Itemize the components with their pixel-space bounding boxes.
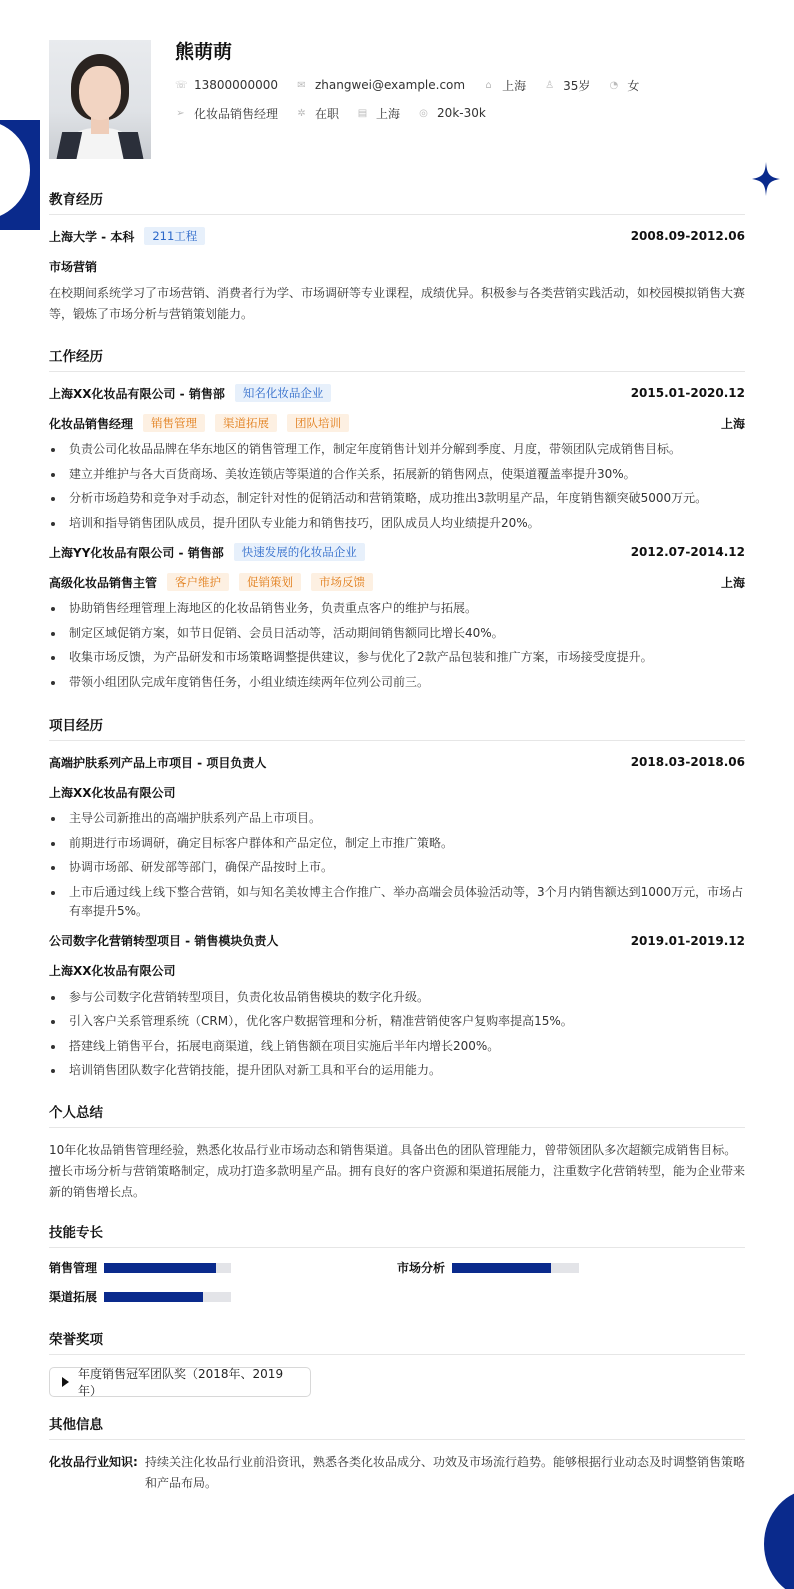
list-item: 参与公司数字化营销转型项目，负责化妆品销售模块的数字化升级。 <box>49 988 745 1008</box>
list-item: 带领小组团队完成年度销售任务，小组业绩连续两年位列公司前三。 <box>49 673 745 693</box>
award-item[interactable] <box>49 1367 311 1397</box>
corner-decoration-left <box>0 120 40 230</box>
job-title: 化妆品销售经理 <box>49 416 134 431</box>
target-city: 上海 <box>376 106 401 121</box>
age: 35岁 <box>563 78 591 93</box>
skill-bar <box>104 1263 231 1273</box>
skill-bar-fill <box>452 1263 551 1273</box>
section-title-summary: 个人总结 <box>49 1101 745 1128</box>
email-address: zhangwei@example.com <box>314 78 466 92</box>
status-icon: ✲ <box>297 107 306 119</box>
skill-tag: 促销策划 <box>239 573 301 591</box>
gender: 女 <box>627 78 640 93</box>
profile-header <box>49 40 745 160</box>
target-position: 化妆品销售经理 <box>194 106 279 121</box>
skill-tag: 市场反馈 <box>311 573 373 591</box>
project-company: 上海XX化妆品有限公司 <box>49 785 176 800</box>
project-entry <box>49 753 745 922</box>
list-item: 分析市场趋势和竞争对手动态，制定针对性的促销活动和营销策略，成功推出3款明星产品，年度销售额突破5000万元。 <box>49 489 745 509</box>
section-title-other: 其他信息 <box>49 1413 745 1440</box>
education-section <box>49 188 745 325</box>
list-item: 建立并维护与各大百货商场、美妆连锁店等渠道的合作关系，拓展新的销售网点，使渠道覆盖率提升30%。 <box>49 465 745 485</box>
project-company: 上海XX化妆品有限公司 <box>49 964 176 978</box>
list-item: 引入客户关系管理系统（CRM），优化客户数据管理和分析，精准营销使客户复购率提高15%。 <box>49 1012 745 1032</box>
other-info-value: 持续关注化妆品行业前沿资讯，熟悉各类化妆品成分、功效及市场流行趋势。能够根据行业动态及时调整销售策略和产品布局。 <box>145 1454 746 1490</box>
work-city: 上海 <box>720 575 745 590</box>
skill-name: 市场分析 <box>397 1261 446 1275</box>
other-info-key: 化妆品行业知识: <box>49 1454 138 1469</box>
gender-icon: ◔ <box>609 79 619 91</box>
skill-tag: 团队培训 <box>287 414 349 432</box>
play-icon <box>62 1377 69 1387</box>
job-status: 在职 <box>315 106 340 121</box>
email-icon: ✉ <box>297 79 306 91</box>
list-item: 主导公司新推出的高端护肤系列产品上市项目。 <box>49 809 745 829</box>
skill-bar-fill <box>104 1263 216 1273</box>
company-name: 上海XX化妆品有限公司 - 销售部 <box>49 386 225 401</box>
skill-bar <box>452 1263 579 1273</box>
expected-salary: 20k-30k <box>437 106 486 120</box>
section-title-project: 项目经历 <box>49 714 745 741</box>
phone-number: 13800000000 <box>194 78 278 92</box>
summary-section <box>49 1101 745 1203</box>
project-entry <box>49 932 745 1081</box>
skill-tag: 客户维护 <box>167 573 229 591</box>
skill-item <box>49 1260 397 1276</box>
skill-name: 销售管理 <box>49 1261 98 1275</box>
company-tag: 知名化妆品企业 <box>235 384 332 402</box>
candidate-name: 熊萌萌 <box>175 41 233 63</box>
location: 上海 <box>502 78 527 93</box>
summary-text: 10年化妆品销售管理经验，熟悉化妆品行业市场动态和销售渠道。具备出色的团队管理能力，曾带领团队多次超额完成销售目标。擅长市场分析与营销策略制定，成功打造多款明星产品。拥有良好的客户资源和渠道拓展能力，注重数字化营销转型，能为企业带来新的销售增长点。 <box>49 1142 746 1199</box>
list-item: 收集市场反馈，为产品研发和市场策略调整提供建议，参与优化了2款产品包装和推广方案，市场接受度提升。 <box>49 648 745 668</box>
work-date: 2015.01-2020.12 <box>630 386 745 400</box>
project-date: 2019.01-2019.12 <box>630 933 745 948</box>
major: 市场营销 <box>49 259 98 274</box>
skill-name: 渠道拓展 <box>49 1290 98 1304</box>
skills-section <box>49 1221 745 1318</box>
skill-tag: 渠道拓展 <box>215 414 277 432</box>
school-tag: 211工程 <box>144 227 205 245</box>
phone-icon: ☏ <box>175 79 188 91</box>
age-icon: ♙ <box>545 79 555 91</box>
list-item: 协助销售经理管理上海地区的化妆品销售业务，负责重点客户的维护与拓展。 <box>49 599 745 619</box>
work-entry <box>49 543 745 692</box>
list-item: 上市后通过线上线下整合营销，如与知名美妆博主合作推广、举办高端会员体验活动等，3个月内销售额达到1000万元，市场占有率提升5%。 <box>49 883 745 922</box>
section-title-education: 教育经历 <box>49 188 745 215</box>
work-city: 上海 <box>720 416 745 431</box>
project-name: 高端护肤系列产品上市项目 - 项目负责人 <box>49 755 267 770</box>
project-name: 公司数字化营销转型项目 - 销售模块负责人 <box>49 934 279 948</box>
list-item: 前期进行市场调研，确定目标客户群体和产品定位，制定上市推广策略。 <box>49 834 745 854</box>
home-icon: ⌂ <box>485 79 492 91</box>
skill-bar-fill <box>104 1292 203 1302</box>
work-entry <box>49 384 745 533</box>
list-item: 协调市场部、研发部等部门，确保产品按时上市。 <box>49 858 745 878</box>
work-section <box>49 345 745 692</box>
list-item: 制定区域促销方案，如节日促销、会员日活动等，活动期间销售额同比增长40%。 <box>49 624 745 644</box>
section-title-work: 工作经历 <box>49 345 745 372</box>
avatar <box>49 40 151 159</box>
company-name: 上海YY化妆品有限公司 - 销售部 <box>49 545 224 560</box>
list-item: 培训销售团队数字化营销技能，提升团队对新工具和平台的运用能力。 <box>49 1061 745 1081</box>
skill-tag: 销售管理 <box>143 414 205 432</box>
school-name: 上海大学 - 本科 <box>49 229 135 244</box>
list-item: 培训和指导销售团队成员，提升团队专业能力和销售技巧，团队成员人均业绩提升20%。 <box>49 514 745 534</box>
building-icon: ▤ <box>357 107 368 119</box>
sparkle-icon <box>752 162 780 196</box>
section-title-skills: 技能专长 <box>49 1221 745 1248</box>
skill-bar <box>104 1292 231 1302</box>
education-date: 2008.09-2012.06 <box>630 229 745 243</box>
education-description: 在校期间系统学习了市场营销、消费者行为学、市场调研等专业课程，成绩优异。积极参与各类营销实践活动，如校园模拟销售大赛等，锻炼了市场分析与营销策划能力。 <box>49 286 746 321</box>
company-tag: 快速发展的化妆品企业 <box>234 543 365 561</box>
list-item: 搭建线上销售平台，拓展电商渠道，线上销售额在项目实施后半年内增长200%。 <box>49 1037 745 1057</box>
skill-item <box>49 1289 397 1305</box>
project-section <box>49 714 745 1081</box>
salary-icon: ◎ <box>419 107 428 119</box>
work-date: 2012.07-2014.12 <box>630 545 745 559</box>
award-name: 年度销售冠军团队奖（2018年、2019年） <box>78 1366 284 1398</box>
job-title: 高级化妆品销售主管 <box>49 575 158 590</box>
other-section <box>49 1413 745 1494</box>
skill-item <box>397 1260 745 1276</box>
section-title-awards: 荣誉奖项 <box>49 1328 745 1355</box>
awards-section <box>49 1328 745 1397</box>
list-item: 负责公司化妆品品牌在华东地区的销售管理工作，制定年度销售计划并分解到季度、月度，带领团队完成销售目标。 <box>49 440 745 460</box>
send-icon: ➢ <box>176 107 185 119</box>
project-date: 2018.03-2018.06 <box>630 755 745 769</box>
corner-decoration-bottom-right <box>754 1469 794 1589</box>
